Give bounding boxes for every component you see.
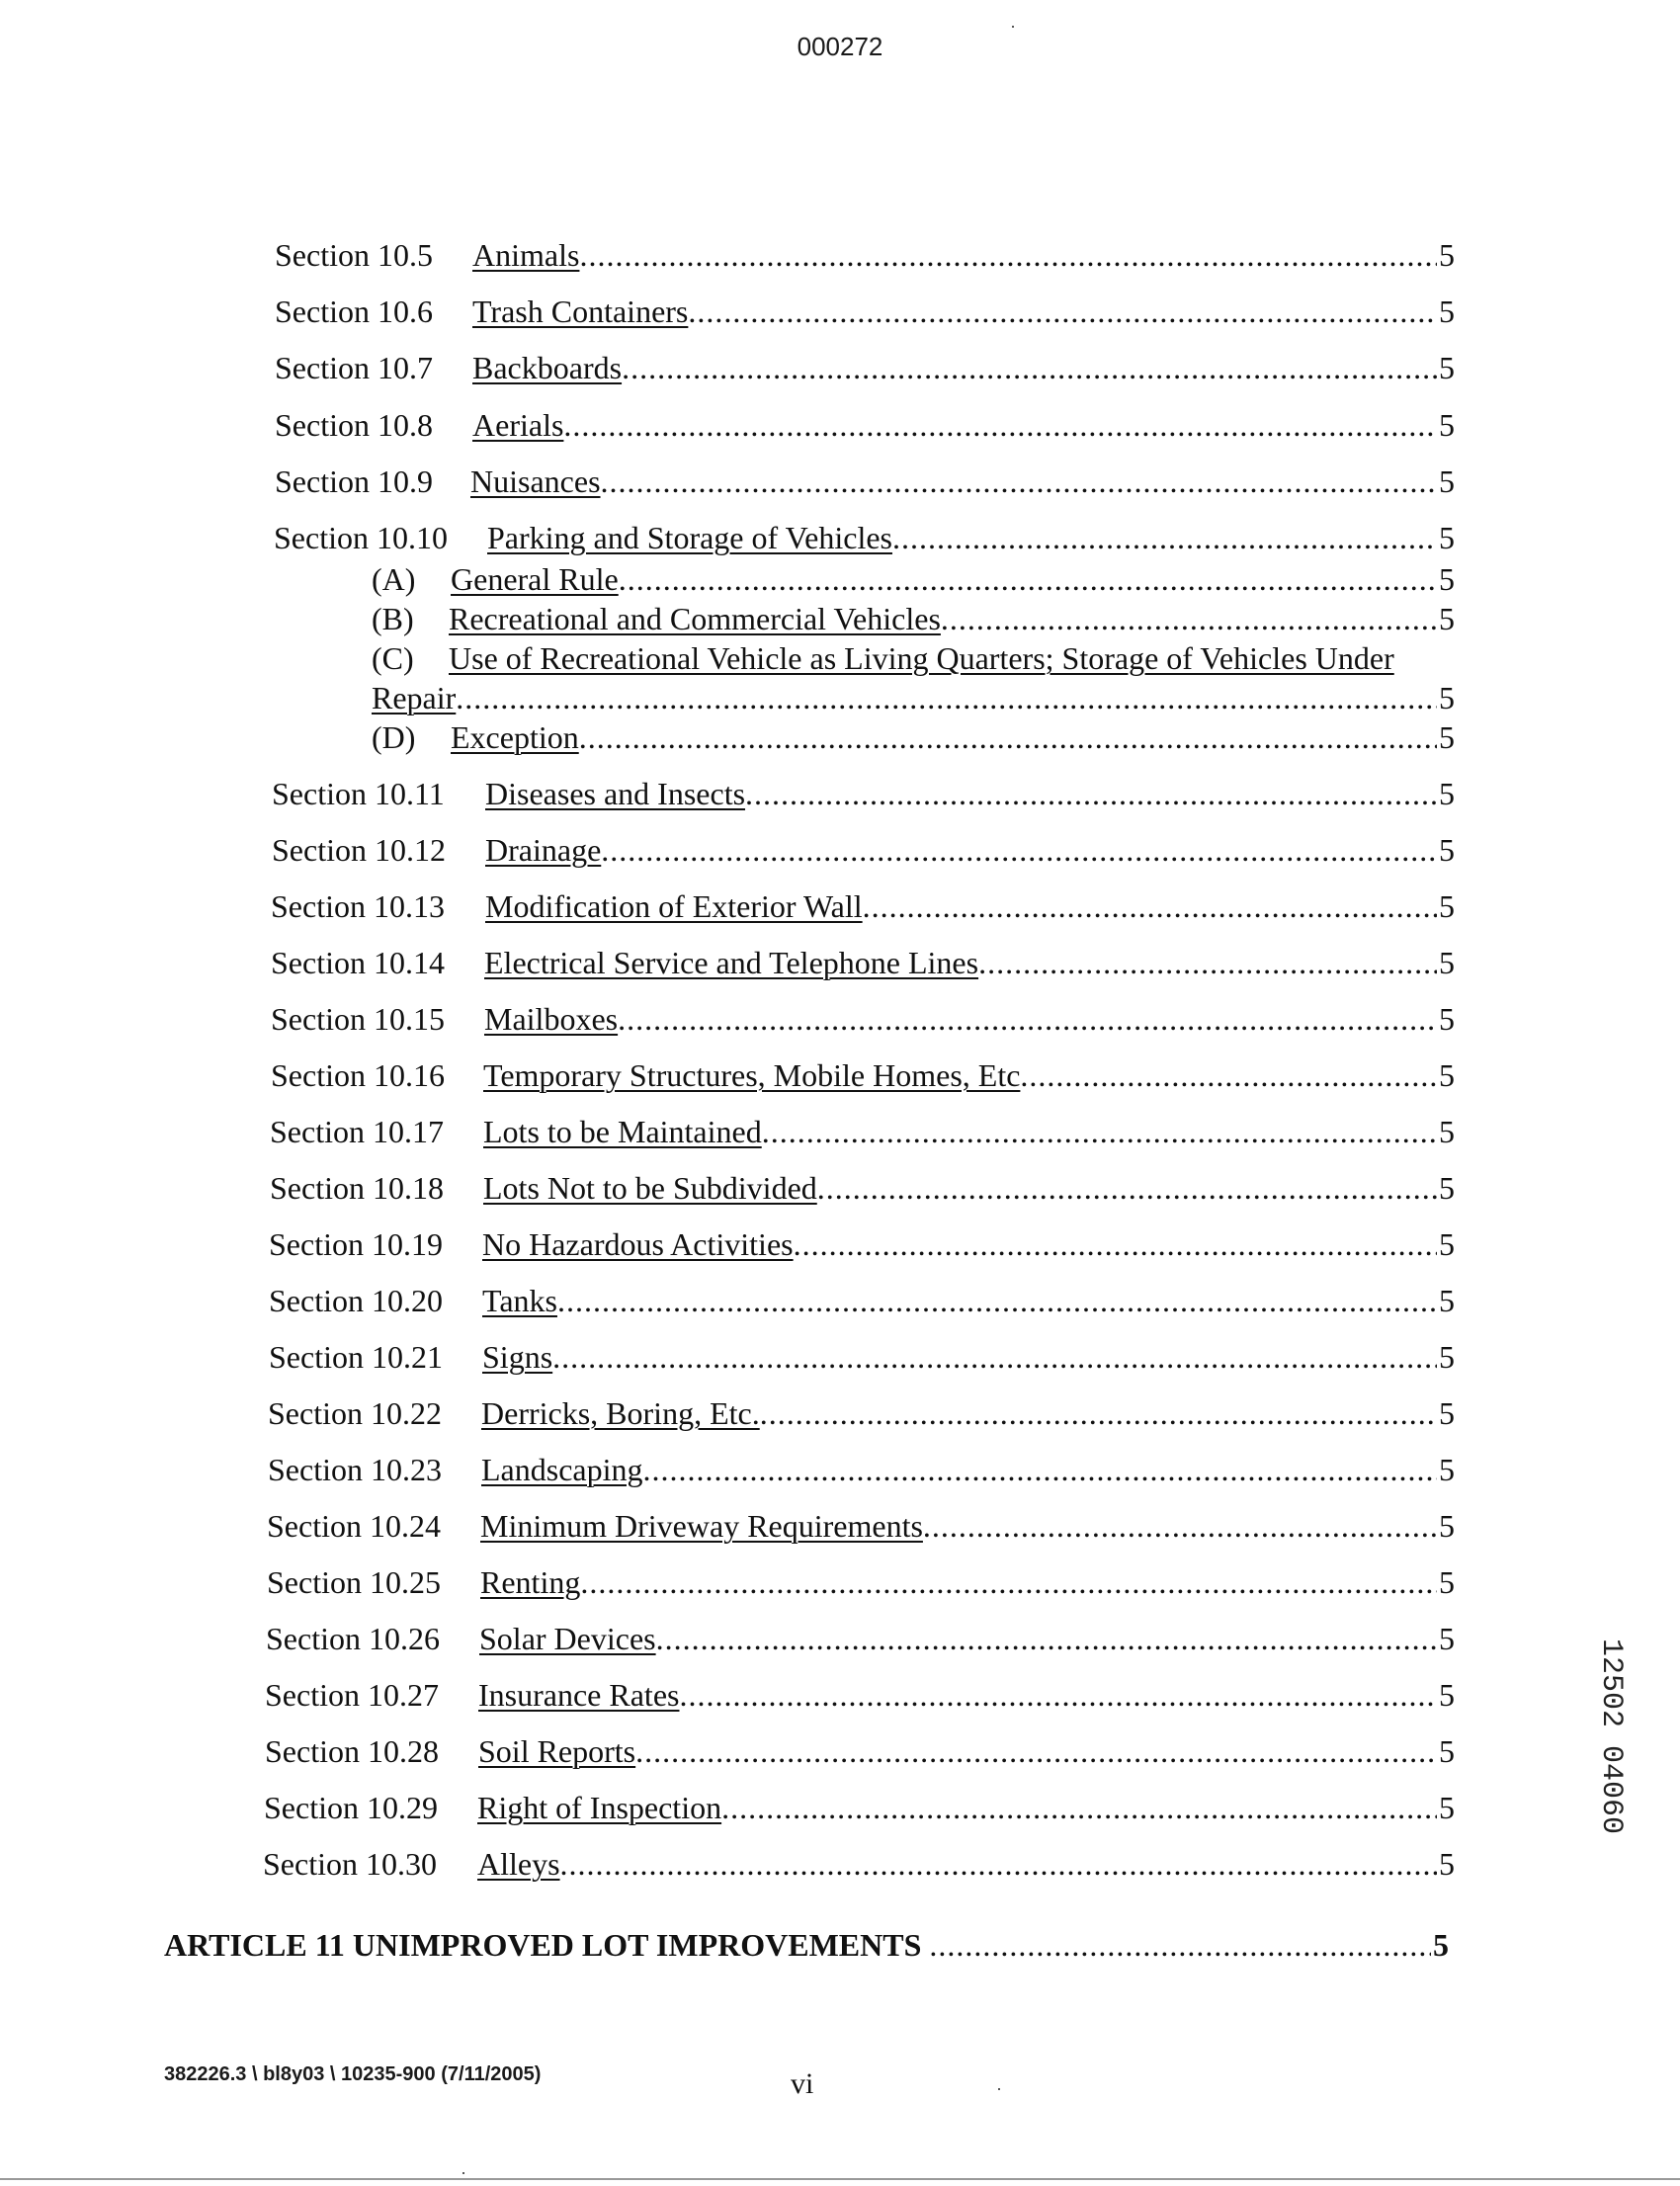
toc-subentry	[372, 559, 1455, 599]
footer-page-number: vi	[791, 2067, 814, 2100]
dot-leader	[560, 1844, 1437, 1884]
page-number: 5	[1439, 1677, 1455, 1713]
toc-entry	[272, 774, 1455, 813]
scan-speck	[998, 2088, 1000, 2090]
dot-leader	[978, 943, 1437, 982]
section-title: Drainage	[485, 832, 602, 868]
document-number: 000272	[797, 32, 883, 61]
toc-entry	[269, 1281, 1455, 1320]
toc-entry	[269, 1337, 1455, 1377]
section-title: Diseases and Insects	[485, 776, 746, 811]
toc-entry	[271, 886, 1455, 926]
toc-entry	[268, 1393, 1455, 1433]
dot-leader	[656, 1619, 1437, 1658]
page-number: 5	[1439, 1395, 1455, 1431]
page-number: 5	[1439, 1452, 1455, 1487]
section-title: Landscaping	[481, 1452, 643, 1487]
section-title: No Hazardous Activities	[482, 1226, 794, 1262]
toc-entry	[269, 1224, 1455, 1264]
dot-leader	[563, 405, 1437, 445]
scan-edge-line	[0, 2178, 1680, 2180]
toc-entry	[274, 518, 1455, 557]
dot-leader	[1020, 1055, 1437, 1095]
section-number: Section 10.30	[263, 1846, 437, 1882]
section-title: Trash Containers	[472, 294, 689, 329]
subsection-title: General Rule	[451, 561, 619, 597]
page-number: 5	[1439, 1283, 1455, 1318]
subsection-label: (D)	[372, 719, 416, 755]
section-number: Section 10.7	[275, 350, 433, 385]
page-number: 5	[1439, 407, 1455, 443]
dot-leader	[601, 830, 1437, 870]
section-title: Minimum Driveway Requirements	[480, 1508, 923, 1544]
subsection-label: (A)	[372, 561, 416, 597]
section-number: Section 10.10	[274, 520, 448, 555]
section-number: Section 10.19	[269, 1226, 443, 1262]
section-title: Temporary Structures, Mobile Homes, Etc	[483, 1057, 1021, 1093]
dot-leader	[688, 292, 1437, 331]
dot-leader	[456, 678, 1437, 717]
toc-entry	[265, 1731, 1455, 1771]
toc-entry	[264, 1788, 1455, 1827]
toc-entry	[272, 830, 1455, 870]
section-number: Section 10.27	[265, 1677, 439, 1713]
section-number: Section 10.13	[271, 888, 445, 924]
page-number: 5	[1439, 680, 1455, 715]
page-number: 5	[1439, 719, 1455, 755]
page-number: 5	[1439, 776, 1455, 811]
section-number: Section 10.9	[275, 463, 433, 499]
page-number: 5	[1439, 601, 1455, 636]
dot-leader	[601, 462, 1437, 501]
dot-leader	[817, 1168, 1437, 1208]
toc-entry	[271, 999, 1455, 1039]
toc-subentry	[372, 717, 1455, 757]
section-title: Lots to be Maintained	[483, 1114, 762, 1149]
section-title: Backboards	[472, 350, 623, 385]
subsection-label: (C)	[372, 640, 414, 676]
side-stamp-number	[1591, 1593, 1631, 1835]
section-title: Renting	[480, 1564, 581, 1600]
dot-leader	[921, 1923, 1431, 1967]
scan-speck	[1012, 26, 1014, 28]
dot-leader	[622, 348, 1437, 387]
toc-entry	[265, 1675, 1455, 1715]
page-number: 5	[1439, 350, 1455, 385]
page-number: 5	[1439, 1001, 1455, 1037]
toc-entry	[270, 1168, 1455, 1208]
dot-leader	[760, 1393, 1437, 1433]
dot-leader	[552, 1337, 1437, 1377]
page-number: 5	[1439, 1114, 1455, 1149]
dot-leader	[863, 886, 1437, 926]
section-title: Nuisances	[470, 463, 601, 499]
page-number: 5	[1439, 237, 1455, 273]
toc-entry	[275, 462, 1455, 501]
section-number: Section 10.28	[265, 1733, 439, 1769]
subsection-title: Exception	[451, 719, 579, 755]
subsection-label: (B)	[372, 601, 414, 636]
toc-article-entry	[164, 1923, 1449, 1967]
section-number: Section 10.16	[271, 1057, 445, 1093]
section-number: Section 10.20	[269, 1283, 443, 1318]
toc-subentry	[372, 599, 1455, 638]
section-title: Lots Not to be Subdivided	[483, 1170, 817, 1206]
section-title: Soil Reports	[478, 1733, 636, 1769]
page-number: 5	[1439, 888, 1455, 924]
page-number: 5	[1439, 1733, 1455, 1769]
page-number: 5	[1439, 561, 1455, 597]
section-title: Electrical Service and Telephone Lines	[484, 945, 979, 980]
section-title: Aerials	[472, 407, 564, 443]
toc-entry	[271, 943, 1455, 982]
dot-leader	[892, 518, 1437, 557]
section-number: Section 10.15	[271, 1001, 445, 1037]
section-number: Section 10.12	[272, 832, 446, 868]
dot-leader	[721, 1788, 1437, 1827]
dot-leader	[745, 774, 1437, 813]
dot-leader	[794, 1224, 1437, 1264]
section-title: Animals	[472, 237, 580, 273]
section-title: Signs	[482, 1339, 553, 1375]
section-number: Section 10.5	[275, 237, 433, 273]
page-number: 5	[1433, 1927, 1449, 1963]
section-number: Section 10.11	[272, 776, 445, 811]
section-title: Tanks	[482, 1283, 557, 1318]
section-title: Parking and Storage of Vehicles	[487, 520, 892, 555]
dot-leader	[923, 1506, 1437, 1546]
page-number: 5	[1439, 1339, 1455, 1375]
section-title: Derricks, Boring, Etc.	[481, 1395, 760, 1431]
dot-leader	[619, 559, 1437, 599]
side-stamp-text: 12502 04060	[1594, 1638, 1628, 1835]
page-number: 5	[1439, 463, 1455, 499]
section-number: Section 10.24	[267, 1508, 441, 1544]
toc-entry	[263, 1844, 1455, 1884]
section-number: Section 10.18	[270, 1170, 444, 1206]
subsection-title-continued: Repair	[372, 680, 457, 715]
dot-leader	[579, 717, 1437, 757]
page-number: 5	[1439, 1057, 1455, 1093]
toc-entry	[275, 235, 1455, 275]
footer-document-reference: 382226.3 \ bl8y03 \ 10235-900 (7/11/2005)	[164, 2063, 542, 2085]
article-title: ARTICLE 11 UNIMPROVED LOT IMPROVEMENTS	[164, 1927, 922, 1963]
section-number: Section 10.23	[268, 1452, 442, 1487]
subsection-title: Recreational and Commercial Vehicles	[449, 601, 941, 636]
dot-leader	[579, 235, 1437, 275]
dot-leader	[643, 1450, 1438, 1489]
dot-leader	[557, 1281, 1437, 1320]
section-number: Section 10.21	[269, 1339, 443, 1375]
section-number: Section 10.17	[270, 1114, 444, 1149]
toc-entry	[270, 1112, 1455, 1151]
page-number: 5	[1439, 1621, 1455, 1656]
page-number: 5	[1439, 1564, 1455, 1600]
section-number: Section 10.29	[264, 1790, 438, 1825]
section-number: Section 10.8	[275, 407, 433, 443]
toc-entry	[267, 1506, 1455, 1546]
page-number: 5	[1439, 1790, 1455, 1825]
page-number: 5	[1439, 1170, 1455, 1206]
section-number: Section 10.14	[271, 945, 445, 980]
dot-leader	[580, 1562, 1437, 1602]
dot-leader	[679, 1675, 1437, 1715]
section-title: Mailboxes	[484, 1001, 619, 1037]
toc-entry	[275, 292, 1455, 331]
page-number: 5	[1439, 1508, 1455, 1544]
dot-leader	[762, 1112, 1437, 1151]
dot-leader	[941, 599, 1437, 638]
toc-entry	[275, 348, 1455, 387]
section-title: Alleys	[477, 1846, 560, 1882]
section-title: Solar Devices	[479, 1621, 656, 1656]
toc-entry	[275, 405, 1455, 445]
toc-entry	[271, 1055, 1455, 1095]
section-number: Section 10.26	[266, 1621, 440, 1656]
subsection-title: Use of Recreational Vehicle as Living Quarters; Storage of Vehicles Under	[449, 640, 1394, 676]
section-title: Insurance Rates	[478, 1677, 680, 1713]
page-number: 5	[1439, 294, 1455, 329]
section-title: Modification of Exterior Wall	[485, 888, 863, 924]
toc-entry	[266, 1619, 1455, 1658]
toc-subentry	[372, 638, 1394, 678]
toc-entry	[267, 1562, 1455, 1602]
page-number: 5	[1439, 1846, 1455, 1882]
section-number: Section 10.25	[267, 1564, 441, 1600]
dot-leader	[618, 999, 1437, 1039]
section-title: Right of Inspection	[477, 1790, 722, 1825]
page-number: 5	[1439, 832, 1455, 868]
scan-speck	[462, 2172, 464, 2174]
dot-leader	[635, 1731, 1437, 1771]
toc-entry	[268, 1450, 1455, 1489]
page-number: 5	[1439, 1226, 1455, 1262]
page-number: 5	[1439, 520, 1455, 555]
toc-subentry-continuation	[372, 678, 1455, 717]
section-number: Section 10.6	[275, 294, 433, 329]
section-number: Section 10.22	[268, 1395, 442, 1431]
page-number: 5	[1439, 945, 1455, 980]
